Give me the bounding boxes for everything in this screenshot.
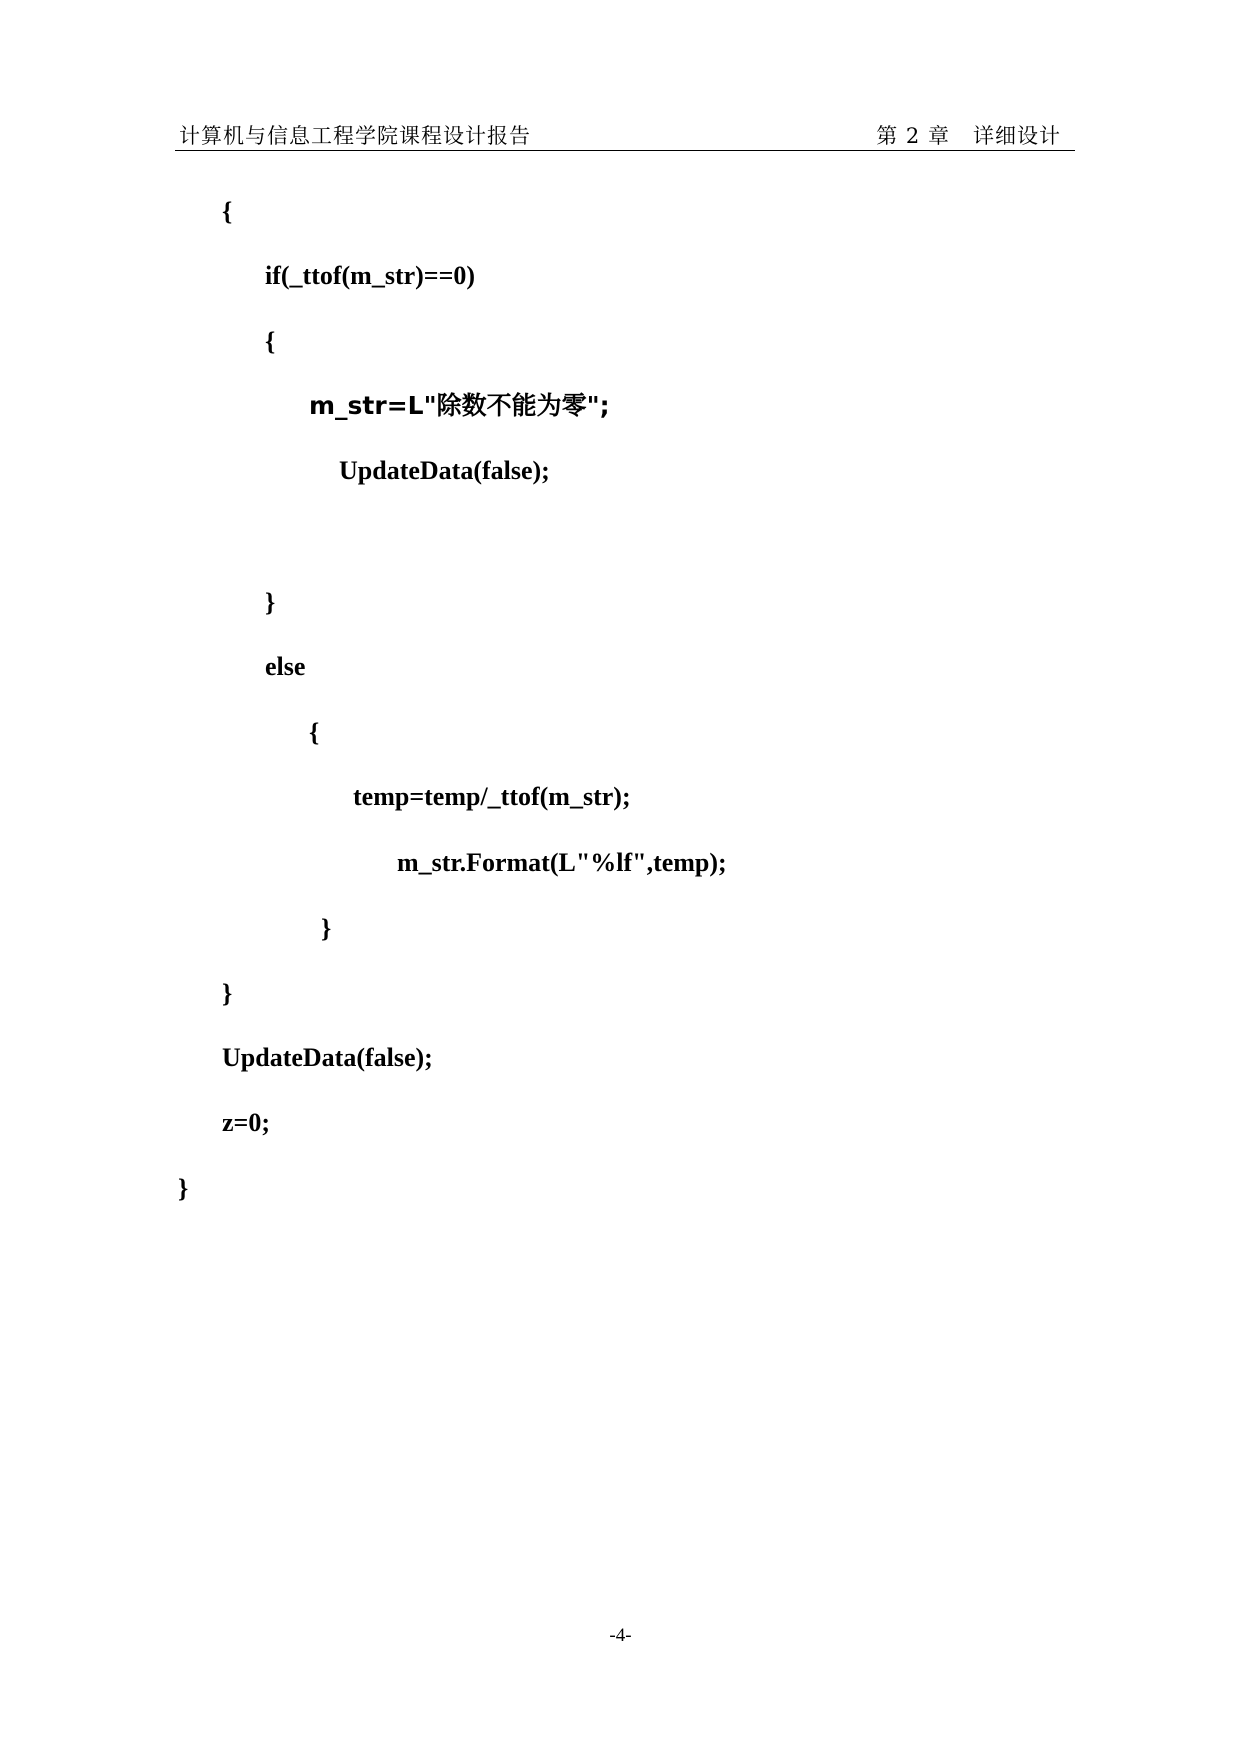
header-report-title: 计算机与信息工程学院课程设计报告	[179, 124, 531, 148]
code-line: }	[178, 1174, 189, 1203]
code-line: }	[265, 588, 276, 617]
page-number: -4-	[609, 1625, 632, 1646]
code-line: m_str=L"除数不能为零";	[309, 391, 610, 420]
code-line: UpdateData(false);	[222, 1043, 433, 1072]
code-line: temp=temp/_ttof(m_str);	[353, 782, 631, 811]
code-line: {	[309, 718, 320, 747]
header-chapter-title: 第 2 章 详细设计	[876, 124, 1061, 148]
page-header	[175, 116, 1075, 151]
code-line: m_str.Format(L"%lf",temp);	[397, 848, 727, 877]
code-line: }	[222, 979, 233, 1008]
code-line: else	[265, 652, 306, 681]
code-line: }	[321, 914, 332, 943]
code-line: {	[265, 327, 276, 356]
code-line: z=0;	[222, 1108, 271, 1137]
code-line: UpdateData(false);	[339, 456, 550, 485]
code-line: {	[222, 197, 233, 226]
code-line: if(_ttof(m_str)==0)	[265, 261, 476, 290]
